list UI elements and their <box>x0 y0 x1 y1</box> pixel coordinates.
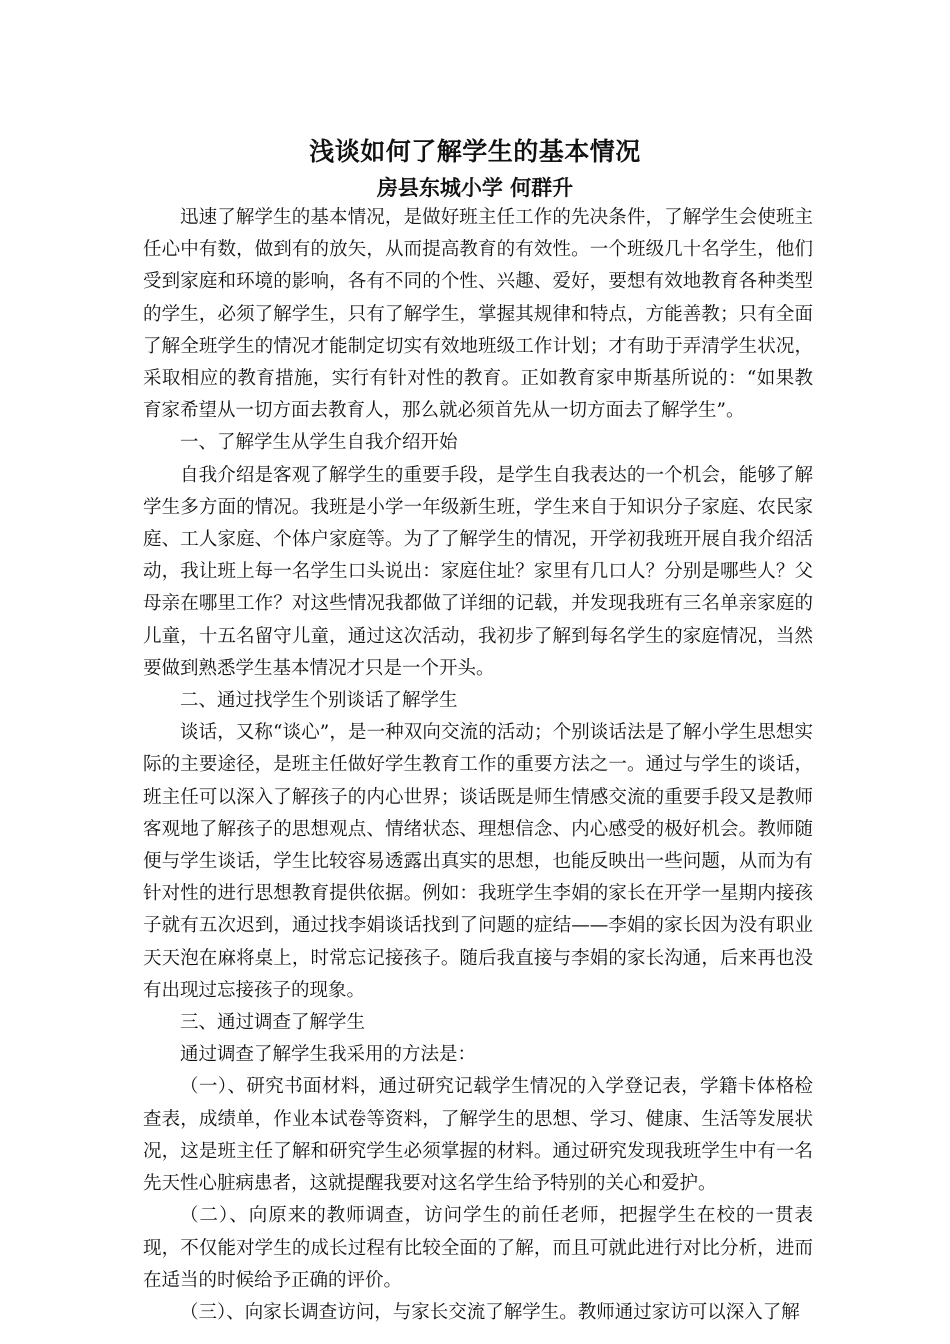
section-heading-2: 二、通过找学生个别谈话了解学生 <box>180 690 458 712</box>
paragraph-method-3: （三）、向家长调查访问，与家长交流了解学生。教师通过家访可以深入了解 <box>180 1301 800 1323</box>
section-heading-3: 三、通过调查了解学生 <box>180 1012 366 1034</box>
paragraph-intro: 迅速了解学生的基本情况，是做好班主任工作的先决条件，了解学生会使班主任心中有数，做到有的放矢，从而提高教育的有效性。一个班级几十名学生，他们受到家庭和环境的影响，各有不同的个性、兴趣、爱好，要想有效地教育各种类型的学生，必须了解学生，只有了解学生，掌握其规律和特点，方能善教；只有全面了解全班学生的情况才能制定切实有效地班级工作计划；才有助于弄清学生状况，采取相应的教育措施，实行有针对性的教育。正如教育家申斯基所说的：“如果教育家希望从一切方面去教育人，那么就必须首先从一切方面去了解学生”。 <box>143 207 813 422</box>
paragraph-self-introduction: 自我介绍是客观了解学生的重要手段，是学生自我表达的一个机会，能够了解学生多方面的情况。我班是小学一年级新生班，学生来自于知识分子家庭、农民家庭、工人家庭、个体户家庭等。为了了解学生的情况，开学初我班开展自我介绍活动，我让班上每一名学生口头说出：家庭住址？家里有几口人？分别是哪些人？父母亲在哪里工作？对这些情况我都做了详细的记载，并发现我班有三名单亲家庭的儿童，十五名留守儿童，通过这次活动，我初步了解到每名学生的家庭情况，当然要做到熟悉学生基本情况才只是一个开头。 <box>143 464 813 679</box>
document-author: 房县东城小学 何群升 <box>376 175 574 200</box>
document-title: 浅谈如何了解学生的基本情况 <box>309 137 641 166</box>
paragraph-survey-methods: 通过调查了解学生我采用的方法是： <box>180 1044 477 1066</box>
paragraph-individual-talk: 谈话，又称“谈心”，是一种双向交流的活动；个别谈话法是了解小学生思想实际的主要途径，是班主任做好学生教育工作的重要方法之一。通过与学生的谈话，班主任可以深入了解孩子的内心世界；谈话既是师生情感交流的重要手段又是教师客观地了解孩子的思想观点、情绪状态、理想信念、内心感受的极好机会。教师随便与学生谈话，学生比较容易透露出真实的思想，也能反映出一些问题，从而为有针对性的进行思想教育提供依据。例如：我班学生李娟的家长在开学一星期内接孩子就有五次迟到，通过找李娟谈话找到了问题的症结——李娟的家长因为没有职业天天泡在麻将桌上，时常忘记接孩子。随后我直接与李娟的家长沟通，后来再也没有出现过忘接孩子的现象。 <box>143 722 813 1001</box>
document-body <box>143 202 813 1329</box>
section-heading-1: 一、了解学生从学生自我介绍开始 <box>180 432 458 454</box>
paragraph-method-1: （一）、研究书面材料，通过研究记载学生情况的入学登记表，学籍卡体格检查表，成绩单，作业本试卷等资料，了解学生的思想、学习、健康、生活等发展状况，这是班主任了解和研究学生必须掌握的材料。通过研究发现我班学生中有一名先天性心脏病患者，这就提醒我要对这名学生给予特别的关心和爱护。 <box>143 1076 813 1195</box>
paragraph-method-2: （二）、向原来的教师调查，访问学生的前任老师，把握学生在校的一贯表现，不仅能对学生的成长过程有比较全面的了解，而且可就此进行对比分析，进而在适当的时候给予正确的评价。 <box>143 1205 813 1291</box>
